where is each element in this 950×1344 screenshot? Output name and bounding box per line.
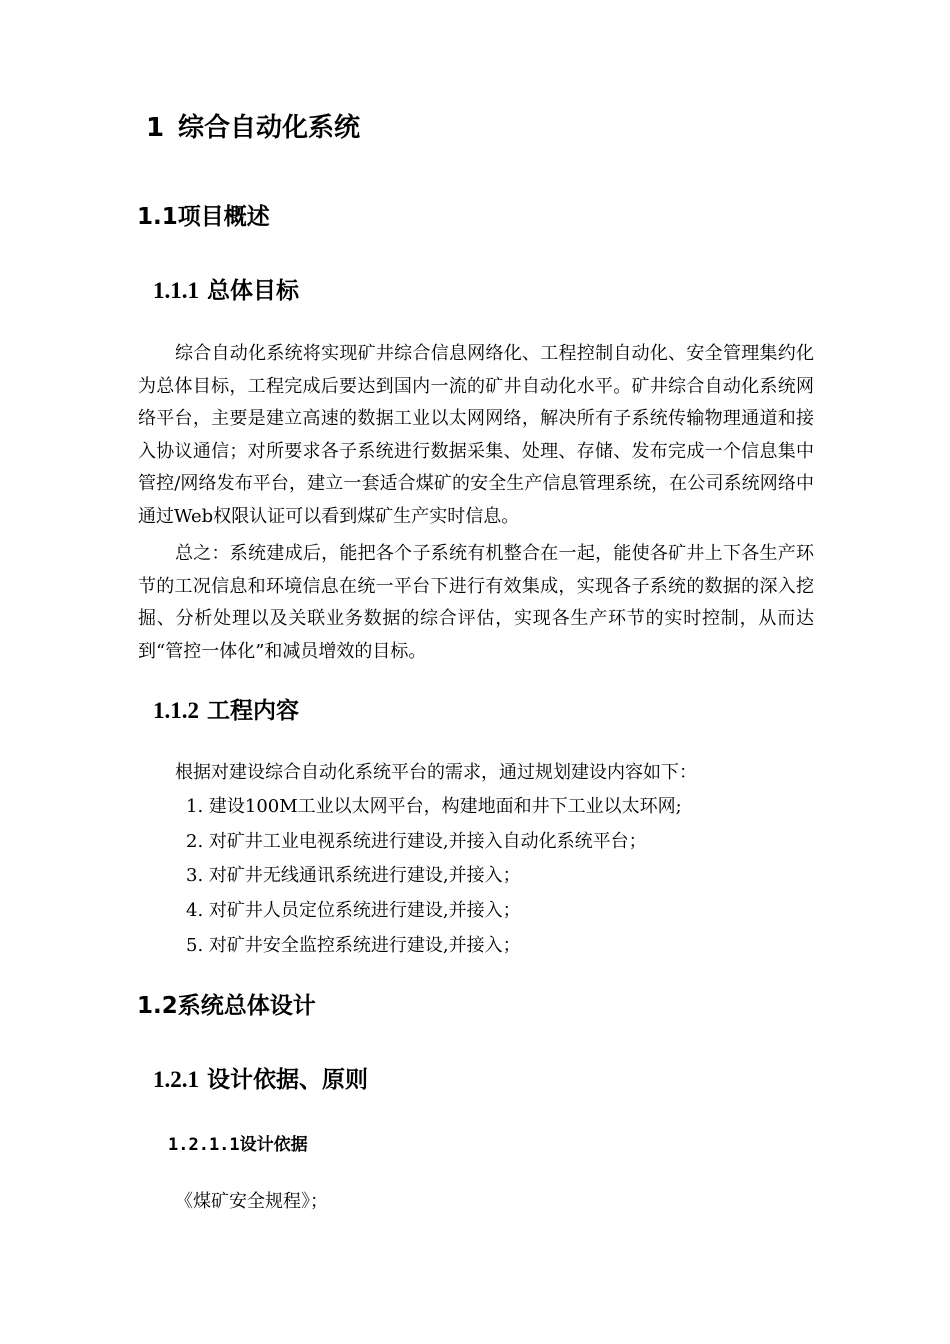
list-item: 1. 建设100M工业以太网平台，构建地面和井下工业以太环网; [186,796,682,817]
subsection-title: 设计依据、原则 [207,1067,369,1093]
subsection-number: 1.1.2 [153,698,199,723]
section-heading-1-2: 1.2系统总体设计 [137,993,316,1019]
design-basis-item: 《煤矿安全规程》； [175,1191,328,1212]
subsection-heading-1-1-2 [153,695,299,727]
subsubsection-heading-1-2-1-1: 1.2.1.1设计依据 [168,1135,308,1155]
subsection-title: 工程内容 [207,698,300,724]
list-item: 4. 对矿井人员定位系统进行建设,并接入； [186,900,521,921]
subsection-number: 1.2.1 [153,1067,199,1092]
paragraph-summary: 总之：系统建成后，能把各个子系统有机整合在一起，能使各矿井上下各生产环节的工况信息和环境信息在统一平台下进行有效集成，实现各子系统的数据的深入挖掘、分析处理以及关联业务数据的综合评估，实现各生产环节的实时控制，从而达到“管控一体化”和减员增效的目标。 [138,543,814,662]
subsection-heading-1-1-1 [153,275,299,307]
list-item: 3. 对矿井无线通讯系统进行建设,并接入； [186,865,521,886]
chapter-number: 1 [146,113,165,143]
section-heading-1-1: 1.1项目概述 [137,204,270,230]
paragraph-overall-goal: 综合自动化系统将实现矿井综合信息网络化、工程控制自动化、安全管理集约化为总体目标，工程完成后要达到国内一流的矿井自动化水平。矿井综合自动化系统网络平台，主要是建立高速的数据工业以太网网络，解决所有子系统传输物理通道和接入协议通信；对所要求各子系统进行数据采集、处理、存储、发布完成一个信息集中管控/网络发布平台，建立一套适合煤矿的安全生产信息管理系统，在公司系统网络中通过Web权限认证可以看到煤矿生产实时信息。 [138,343,814,527]
list-item: 5. 对矿井安全监控系统进行建设,并接入； [186,935,521,956]
list-item: 2. 对矿井工业电视系统进行建设,并接入自动化系统平台； [186,831,647,852]
subsection-title: 总体目标 [207,278,300,304]
subsection-heading-1-2-1 [153,1064,368,1096]
chapter-title: 综合自动化系统 [178,113,361,143]
subsection-number: 1.1.1 [153,278,199,303]
chapter-heading [146,110,360,146]
content-intro: 根据对建设综合自动化系统平台的需求，通过规划建设内容如下： [175,762,697,783]
